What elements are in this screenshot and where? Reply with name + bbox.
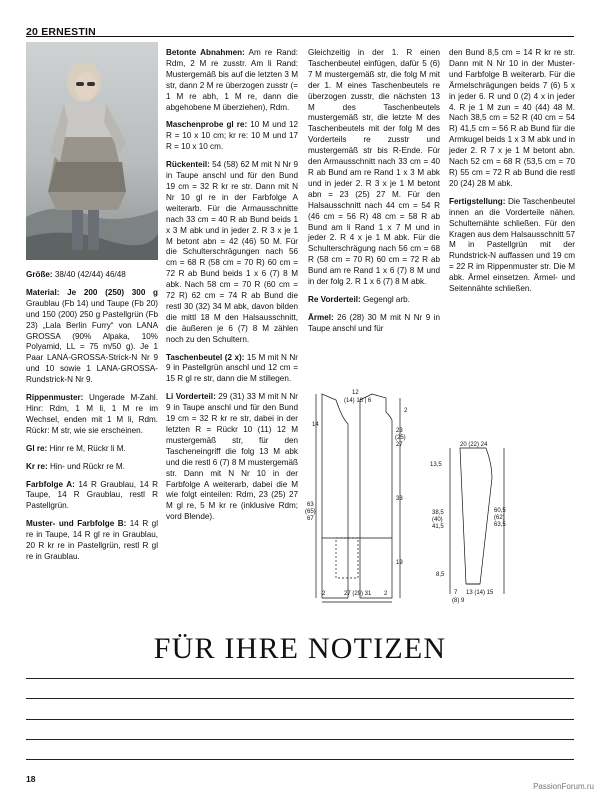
dim-left2: (40) [432,517,443,523]
dim-total2: (65) [305,509,316,515]
paragraph [449,48,575,190]
text-left-front: 29 (31) 33 M mit N Nr 9 in Taupe anschl und für den Bund 19 cm = 32 R kr re str, dabei in der letzten R = Rückr 10 (11) 12 M mustergemäß str, für den Tascheneingriff die folg 13 M abk und die restl 6 (7) 8 M mustergemäß str. Dann mit N Nr 10 in der Farbfolge A weiterarb, dabei die M wie folgt einteilen: Rdm, 23 (25) 27 M gl re, 5 M kr re (inklusive Rdm; vord Blende). [166,392,298,522]
dim-arm2: (25) [395,435,406,441]
dim-top: 12 [352,390,359,396]
dim-bottom-left2: (8) 9 [452,598,465,604]
notes-title: FÜR IHRE NOTIZEN [153,632,447,665]
paragraph [166,48,298,113]
paragraph [449,197,575,295]
text-size: 38/40 (42/44) 46/48 [52,270,126,279]
label-gauge: Maschenprobe gl re: [166,120,248,130]
text-sleeve-cont: den Bund 8,5 cm = 14 R kr re str. Dann mit N Nr 10 in der Muster- und Farbfolge B weiterarb. Für die Ärmelschrägungen beids 7 (6) 5 x in jeder 6. R und 0 (2) 4 x in jeder 4. R je 1 M zun = 40 (44) 48 M. Nach 38,5 cm = 52 R (40 cm = 54 R) 41,5 cm = 56 R ab Bund für die Armkugel beids 1 x 3 M abk und in jeder 2. R 7 x je 1 M betont abn. Nach 52 cm = 68 R (53,5 cm = 70 R) 55 cm = 72 R ab Bund die restl 20 (24) 28 M abk. [449,48,575,188]
paragraph [26,519,158,563]
text-pocket: 15 M mit N Nr 9 in Pastellgrün anschl und 12 cm = 15 R gl re str, dann die M stillegen. [166,352,298,384]
dim-right1: 60,5 [494,508,506,514]
paragraph [308,48,440,288]
text-back: 54 (58) 62 M mit N Nr 9 in Taupe anschl und für den Bund 19 cm = 32 R kr re str. Dann mit N Nr 10 gl re in der Farbfolge A weiterarb. Für die Armausschnitte nach 33 cm = 40 R ab Bund beids 1 x 3 M abk und in jeder 2. R 3 x je 1 M betont abn = 42 (46) 50 M. Für die Schulterschrägungen nach 56 cm = 68 R (58 cm = 70 R) 60 cm = 72 R ab Bund beids 1 x 6 (7) 8 M abk. Nach 58 cm = 70 R (60 cm = 72 R) 62 cm = 74 R ab Bund die restl 30 (32) 34 M abk, davon bilden die mittl 18 M den Halsausschnitt, die äußeren je 6 (7) 8 M zählen noch zu den Schultern. [166,160,298,344]
dim-total3: 67 [307,516,314,522]
page-header [26,22,574,37]
label-colorseq-b: Muster- und Farbfolge B: [26,519,127,529]
dim-left3: 41,5 [432,524,444,530]
dim-total1: 63 [307,502,314,508]
label-rib: Rippenmuster: [26,393,84,403]
label-left-front: Li Vorderteil: [166,392,216,402]
column-4 [449,48,575,302]
text-material: Graublau (Fb 14) und Taupe (Fb 20) und 150 (200) 250 g Pastellgrün (Fb 23) „Lala Berlin Furry“ von LANA GROSSA (90% Alpaka, 10% Polyamid, LL = 75 m/50 g). Je 1 Paar LANA-GROSSA-Strick-N Nr 9 und 10 sowie 1 LANA-GROSSA-Rundstrick-N Nr 9. [26,298,158,385]
label-finishing: Fertigstellung: [449,196,506,206]
paragraph [166,160,298,345]
paragraph [26,393,158,437]
paragraph [26,288,158,386]
text-colorseq-b: 14 R gl re in Taupe, 14 R gl re in Graublau, 20 R kr re in Pastellgrün, restl R gl re in Graublau. [26,519,158,561]
dim-top2: (14) 16 | 6 [344,398,372,404]
watermark: PassionForum.ru [533,782,594,791]
dim-top: 20 (22) 24 [460,442,488,448]
back-outline [360,394,392,598]
text-right-front: Gegengl arb. [360,294,410,304]
label-stockinette: Gl re: [26,443,48,453]
text-decreases: Am re Rand: Rdm, 2 M re zusstr. Am li Rand: Mustergemäß bis auf die letzten 3 M str, dann 2 M re überzogen zusstr (= 1 M re abh, 1 M re, dann die abgehobene M überziehen), Rdm. [166,48,298,112]
paragraph [166,353,298,386]
text-finishing: Die Taschenbeutel innen an die Vorderteile nähen. Schulternähte schließen. Für den Kragen aus dem Halsausschnitt 57 M in Pastellgrün mit der Rundstrick-N auffassen und 19 cm = 22 R im Rippenmuster str. Die M abk. Ärmel einsetzen. Ärmel- und Seitennähte schließen. [449,196,576,294]
paragraph [308,295,440,306]
text-sleeve: 26 (28) 30 M mit N Nr 9 in Taupe anschl und für [308,312,440,333]
dim-cuff: 8,5 [436,572,445,578]
sleeve-outline [460,448,492,584]
text-left-front-cont: Gleichzeitig in der 1. R einen Taschenbeutel einfügen, dafür 5 (6) 7 M mustergemäß str, die folg M mit der 1. M eines Taschenbeutels re überzogen zusstr, die nächsten 13 M des Taschenbeutels mustergemäß str, die letzte M des Taschenbeutels mit der folg M des Vorderteils re zusstr und mustergemäß str bis R-Ende. Für den Armausschnitt nach 33 cm = 40 R ab Bund am re Rand 1 x 3 M abk und in jeder 2. R 3 x je 1 M betont abn = 23 (25) 27 M. Für den Halsausschnitt nach 44 cm = 54 R (46 cm = 56 R) 48 cm = 58 R ab Bund am li Rand 1 x 7 M und in jeder 2. R 4 x je 1 M abk. Für die Schulterschrägung nach 56 cm = 68 R (58 cm = 70 R) 60 cm = 72 R ab Bund am re Rand 1 x 6 (7) 8 M und in der folg 2. R 1 x 6 (7) 8 M abk. [308,48,440,287]
dim-pocket: 19 [396,560,403,566]
paragraph [26,444,158,455]
paragraph [166,120,298,153]
note-line [26,739,574,740]
paragraph [166,392,298,523]
dim-bottom-left: 2 [322,591,326,597]
label-right-front: Re Vorderteil: [308,294,361,304]
page-number: 18 [26,774,36,784]
text-garter: Hin- und Rückr re M. [47,461,125,471]
dim-shoulder: 2 [404,408,408,414]
label-pocket: Taschenbeutel (2 x): [166,352,245,362]
label-colorseq-a: Farbfolge A: [26,479,75,489]
label-decreases: Betonte Abnahmen: [166,48,245,57]
note-line [26,759,574,760]
dim-right2: (62) [494,515,505,521]
label-back: Rückenteil: [166,160,210,170]
dim-bottom-right: 2 [384,591,388,597]
note-line [26,698,574,699]
label-sleeve: Ärmel: [308,312,334,322]
text-rib: Ungerade M-Zahl. Hinr: Rdm, 1 M li, 1 M re im Wechsel, enden mit 1 M li, Rdm. Rückr: M str, wie sie erscheinen. [26,393,158,435]
text-colorseq-a: 14 R Graublau, 14 R Taupe, 14 R Graublau, restl R Pastellgrün. [26,479,159,511]
dim-cap: 13,5 [430,462,442,468]
paragraph [308,313,440,335]
column-2 [166,48,298,530]
dim-right3: 63,5 [494,522,506,528]
text-gauge: 10 M und 12 R = 10 x 10 cm; kr re: 10 M und 17 R = 10 x 10 cm. [166,120,298,152]
dim-side: 33 [396,496,403,502]
dim-arm3: 27 [396,442,403,448]
paragraph [26,462,158,473]
column-1 [26,270,158,570]
dim-neck: 14 [312,422,319,428]
dim-bottom-left: 7 [454,590,458,596]
body-schematic [300,388,422,606]
dim-bottom: 27 (29) 31 [344,591,372,597]
paragraph [26,270,158,281]
dim-left1: 38,5 [432,510,444,516]
column-3 [308,48,440,342]
pattern-title: 20 ERNESTIN [26,26,96,38]
sleeve-schematic [426,434,516,606]
dim-bottom: 13 (14) 15 [466,590,494,596]
label-material: Material: Je 200 (250) 300 g [26,287,158,297]
note-line [26,678,574,679]
dim-arm1: 23 [396,428,403,434]
model-photo [26,42,158,260]
text-stockinette: Hinr re M, Rückr li M. [47,443,126,453]
paragraph [26,480,158,513]
note-line [26,719,574,720]
front-outline [322,394,348,598]
label-size: Größe: [26,270,53,279]
label-garter: Kr re: [26,461,48,471]
